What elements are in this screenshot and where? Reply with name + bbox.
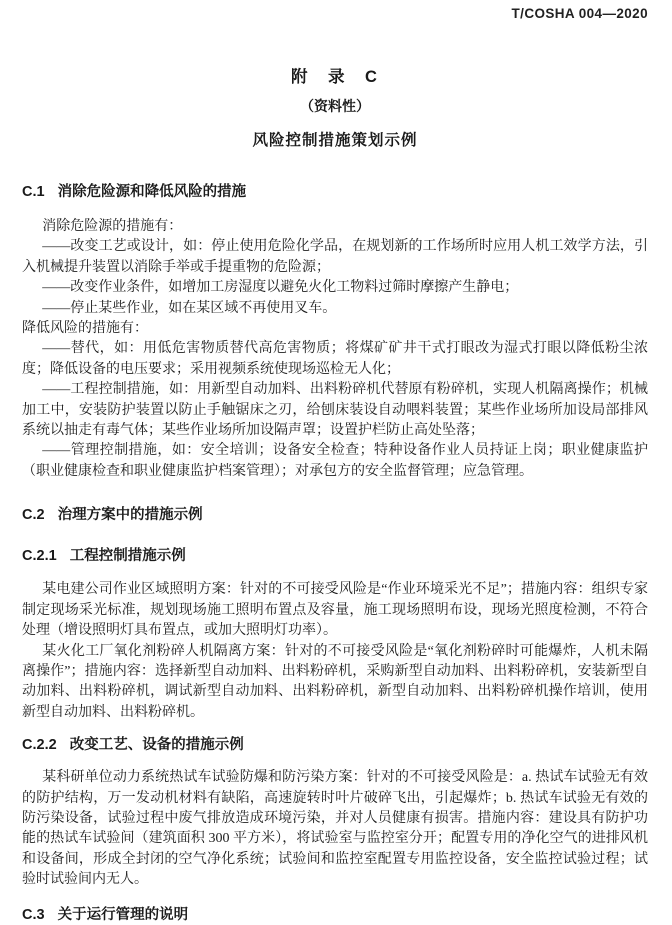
paragraph: 降低风险的措施有： <box>22 321 148 337</box>
section-heading-c2 <box>22 505 648 525</box>
section-title: 治理方案中的措施示例 <box>57 507 203 524</box>
appendix-informative-label: （资料性） <box>300 98 370 114</box>
paragraph: ——改变工艺或设计，如：停止使用危险化学品，在规划新的工作场所时应用人机工效学方法，引入机械提升装置以消除手举或手提重物的危险源； <box>22 239 648 275</box>
paragraph: 某电建公司作业区域照明方案：针对的不可接受风险是“作业环境采光不足”；措施内容：组织专家制定现场采光标准，规划现场施工照明布置点及容量，施工现场照明布设，现场光照度检测，不符合处理（增设照明灯具布置点，或加大照明灯功率）。 <box>22 582 648 639</box>
doc-header <box>22 6 648 21</box>
paragraph: ——管理控制措施，如：安全培训；设备安全检查；特种设备作业人员持证上岗；职业健康监护（职业健康检查和职业健康监护档案管理）；对承包方的安全监督管理；应急管理。 <box>22 443 648 479</box>
paragraph: 某科研单位动力系统热试车试验防爆和防污染方案：针对的不可接受风险是：a. 热试车试验无有效的防护结构，万一发动机材料有缺陷，高速旋转时叶片破碎飞出，引起爆炸；b. 热试车试验无有效的防污染设备，试验过程中废气排放造成环境污染，并对人员健康有损害。措施内容：建设具有防护功能的热试车试验间（建筑面积 300 平方米），将试验室与监控室分开；配置专用的净化空气的进排风机和设备间，形成全封闭的空气净化系统；试验间和监控室配置专用监控设备，安全监控试验过程；试验时试验间内无人。 <box>22 770 648 888</box>
section-title: 工程控制措施示例 <box>69 548 186 565</box>
appendix-title-text: 风险控制措施策划示例 <box>252 132 418 149</box>
section-title: 改变工艺、设备的措施示例 <box>69 737 244 754</box>
paragraph: ——工程控制措施，如：用新型自动加料、出料粉碎机代替原有粉碎机，实现人机隔离操作；机械加工中，安装防护装置以防止手触锯床之刃，给刨床装设自动喂料装置；某些作业场所加设局部排风系统以抽走有毒气体；某些作业场所加设隔声罩；设置护栏防止高处坠落； <box>22 382 648 439</box>
section-body-c1 <box>22 217 648 482</box>
section-number: C.2 <box>22 507 45 524</box>
paragraph: ——停止某些作业，如在某区域不再使用叉车。 <box>42 300 337 316</box>
paragraph: ——改变作业条件，如增加工房湿度以避免火化工物料过筛时摩擦产生静电； <box>42 280 519 296</box>
section-number: C.2.2 <box>22 737 57 754</box>
paragraph: 某火化工厂氧化剂粉碎人机隔离方案：针对的不可接受风险是“氧化剂粉碎时可能爆炸，人机未隔离操作”；措施内容：选择新型自动加料、出料粉碎机，采购新型自动加料、出料粉碎机，安装新型自动加料、出料粉碎机，调试新型自动加料、出料粉碎机，新型自动加料、出料粉碎机操作培训，使用新型自动加料、出料粉碎机。 <box>22 643 648 720</box>
section-title: 关于运行管理的说明 <box>57 906 189 923</box>
section-body-c21 <box>22 580 648 723</box>
section-title: 消除危险源和降低风险的措施 <box>57 184 247 200</box>
section-number: C.3 <box>22 906 45 923</box>
section-heading-c1 <box>22 182 648 202</box>
paragraph: ——替代，如：用低危害物质替代高危害物质；将煤矿矿井干式打眼改为湿式打眼以降低粉尘浓度；降低设备的电压要求；采用视频系统使现场巡检无人化； <box>22 341 648 377</box>
section-heading-c3 <box>22 905 648 925</box>
section-heading-c21 <box>22 546 648 566</box>
appendix-label: 附 录 C <box>291 68 379 86</box>
paragraph: 消除危险源的措施有： <box>42 219 183 234</box>
section-body-c22 <box>22 768 648 890</box>
title-block <box>22 63 648 150</box>
section-number: C.2.1 <box>22 548 57 565</box>
doc-number: T/COSHA 004—2020 <box>511 6 648 21</box>
section-heading-c22 <box>22 735 648 755</box>
section-number: C.1 <box>22 184 45 200</box>
